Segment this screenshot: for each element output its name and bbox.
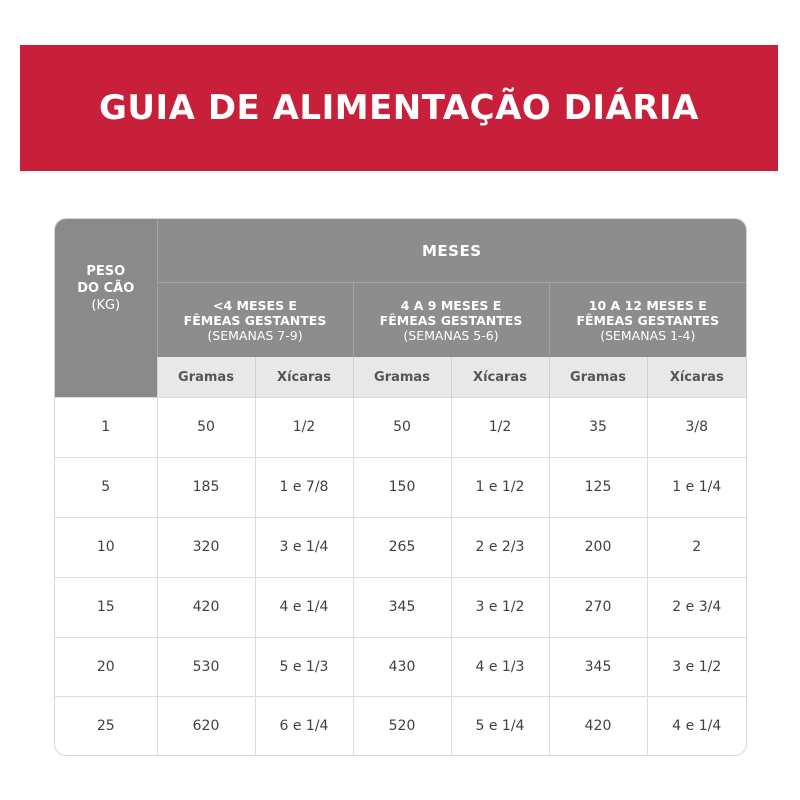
table-row [55, 398, 746, 458]
cups-cell: 6 e 1/4 [255, 697, 353, 755]
age-group-header-2 [353, 283, 549, 358]
grams-cell: 530 [157, 637, 255, 697]
cups-cell: 1 e 7/8 [255, 457, 353, 517]
group-3-line1: 10 A 12 MESES E [588, 297, 707, 313]
weight-cell: 15 [55, 577, 157, 637]
group-2-line1: 4 A 9 MESES E [400, 297, 502, 313]
page-title: GUIA DE ALIMENTAÇÃO DIÁRIA [99, 88, 699, 128]
feeding-table [55, 219, 746, 755]
weight-cell: 20 [55, 637, 157, 697]
sub-header-grams: Gramas [549, 357, 647, 398]
sub-header-cups: Xícaras [647, 357, 746, 398]
sub-header-cups: Xícaras [451, 357, 549, 398]
sub-header-cups: Xícaras [255, 357, 353, 398]
cups-cell: 3 e 1/4 [255, 517, 353, 577]
grams-cell: 420 [157, 577, 255, 637]
weight-header-line3: (KG) [91, 297, 121, 313]
age-group-header-3 [549, 283, 746, 358]
months-header: MESES [157, 219, 746, 283]
grams-cell: 265 [353, 517, 451, 577]
grams-cell: 125 [549, 457, 647, 517]
dog-weight-header [55, 219, 157, 357]
cups-cell: 1/2 [255, 398, 353, 458]
table-header [55, 219, 746, 398]
sub-header-grams: Gramas [157, 357, 255, 398]
cups-cell: 2 e 3/4 [647, 577, 746, 637]
cups-cell: 3 e 1/2 [451, 577, 549, 637]
table-row [55, 637, 746, 697]
grams-cell: 150 [353, 457, 451, 517]
weight-cell: 10 [55, 517, 157, 577]
weight-cell: 25 [55, 697, 157, 755]
cups-cell: 3 e 1/2 [647, 637, 746, 697]
cups-cell: 5 e 1/3 [255, 637, 353, 697]
group-1-line3: (SEMANAS 7-9) [207, 327, 303, 343]
group-1-line2: FÊMEAS GESTANTES [183, 312, 327, 328]
group-2-line3: (SEMANAS 5-6) [403, 327, 499, 343]
table-row [55, 457, 746, 517]
weight-header-line1: PESO [86, 263, 126, 279]
grams-cell: 270 [549, 577, 647, 637]
weight-header-spacer [55, 357, 157, 398]
group-2-line2: FÊMEAS GESTANTES [379, 312, 523, 328]
grams-cell: 35 [549, 398, 647, 458]
table-row [55, 697, 746, 755]
cups-cell: 4 e 1/4 [647, 697, 746, 755]
title-banner [20, 45, 778, 171]
cups-cell: 1 e 1/2 [451, 457, 549, 517]
grams-cell: 50 [157, 398, 255, 458]
grams-cell: 345 [353, 577, 451, 637]
grams-cell: 620 [157, 697, 255, 755]
grams-cell: 430 [353, 637, 451, 697]
weight-cell: 5 [55, 457, 157, 517]
cups-cell: 3/8 [647, 398, 746, 458]
grams-cell: 200 [549, 517, 647, 577]
cups-cell: 4 e 1/4 [255, 577, 353, 637]
grams-cell: 320 [157, 517, 255, 577]
table-body [55, 398, 746, 756]
cups-cell: 2 e 2/3 [451, 517, 549, 577]
grams-cell: 345 [549, 637, 647, 697]
group-3-line3: (SEMANAS 1-4) [600, 327, 696, 343]
cups-cell: 4 e 1/3 [451, 637, 549, 697]
weight-cell: 1 [55, 398, 157, 458]
grams-cell: 50 [353, 398, 451, 458]
cups-cell: 2 [647, 517, 746, 577]
cups-cell: 5 e 1/4 [451, 697, 549, 755]
group-3-line2: FÊMEAS GESTANTES [576, 312, 720, 328]
cups-cell: 1/2 [451, 398, 549, 458]
feeding-table-container [54, 218, 747, 756]
grams-cell: 520 [353, 697, 451, 755]
grams-cell: 185 [157, 457, 255, 517]
table-row [55, 577, 746, 637]
age-group-header-1 [157, 283, 353, 358]
group-1-line1: <4 MESES E [213, 297, 297, 313]
cups-cell: 1 e 1/4 [647, 457, 746, 517]
sub-header-grams: Gramas [353, 357, 451, 398]
weight-header-line2: DO CÃO [77, 280, 135, 296]
grams-cell: 420 [549, 697, 647, 755]
table-row [55, 517, 746, 577]
